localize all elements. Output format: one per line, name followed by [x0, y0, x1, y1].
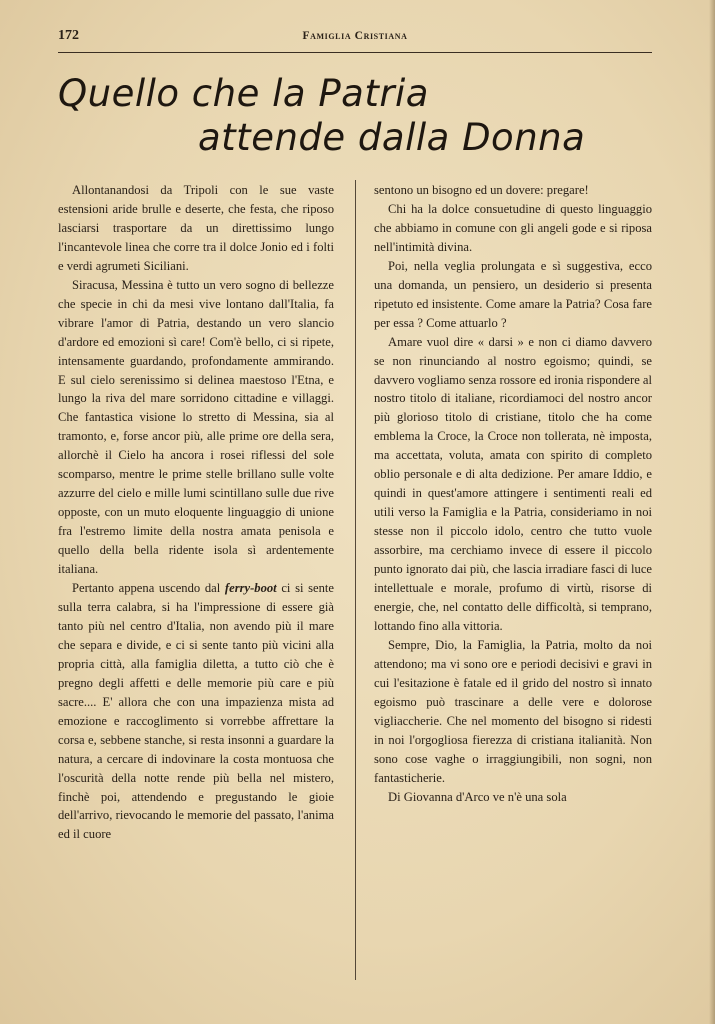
paragraph-continued: sentono un bisogno ed un dovere: pregare! — [374, 183, 589, 197]
paragraph-text: Pertanto appena uscendo dal — [72, 581, 225, 596]
article-title-line-1: Quello che la Patria — [58, 72, 429, 115]
paragraph: Chi ha la dolce consuetudine di questo linguaggio che abbiamo in comune con gli angeli gode e si riposa nell'intimità divina. — [374, 201, 652, 254]
italic-term: ferry-boot — [224, 581, 277, 596]
right-column — [374, 181, 652, 806]
page-header — [58, 26, 652, 52]
paragraph: Amare vuol dire « darsi » e non ci diamo davvero se non rinunciando al nostro egoismo; quindi, se davvero vogliamo senza rossore ed ironia rispondere al nostro titolo di italiane, ricordiamoci del nostro ancor più glorioso titolo di cristiane, titolo che ha come emblema la Croce, la Croce non tollerata, nè imposta, ma accettata, voluta, amata con spirito di completo oblio personale e di alta dedizione. Per amare Iddio, e quindi in quest'amore attingere i sentimenti reali ed utili verso la Famiglia e la Patria, consideriamo in noi stesse non il piccolo idolo, centro che tutto vuole assorbire, ma cerchiamo invece di essere il piccolo punto ignorato dai più, che lascia irradiare fasci di luce intellettuale e morale, profumo di virtù, risorse di energie, che, nel contatto delle difficoltà, si temprano, lottando fino alla vittoria. — [374, 334, 653, 633]
paragraph — [58, 579, 334, 844]
paragraph: Allontanandosi da Tripoli con le sue vaste estensioni aride brulle e deserte, che festa, che riposo lasciarsi trasportare da un direttissimo lungo l'incantevole linea che corre tra il dolce Jonio ed i folti e verdi agrumeti Siciliani. — [58, 183, 334, 273]
paragraph: Poi, nella veglia prolungata e sì suggestiva, ecco una domanda, un pensiero, un desiderio si presenta ripetuto ed insistente. Come amare la Patria? Cosa fare per essa ? Come attuarlo ? — [374, 258, 652, 330]
header-rule — [58, 52, 652, 53]
paragraph-text: ci si sente sulla terra calabra, si ha l'impressione di essere già tanto più nel centro d'Italia, non avendo più il mare che separa e divide, e ci si sente tanto più vicini alla propria città, alla famiglia diletta, a tutto ciò che è pregno degli affetti e delle memorie più care e più sacre.... E' allora che con una impazienza mista ad emozione e raccoglimento si vorrebbe affrettare la corsa e, sebbene stanche, si resta insonni a guardare la natura, a cercare di indovinare la costa montuosa che l'oscurità della notte rende più bella nel mistero, finchè poi, attendendo e pregustando le gioie dell'arrivo, rievocando le memorie del passato, l'anima ed il cuore — [58, 581, 334, 842]
page-edge-shadow — [709, 0, 715, 1024]
page-number: 172 — [58, 28, 79, 43]
left-column — [58, 181, 334, 844]
paragraph: Di Giovanna d'Arco ve n'è una sola — [388, 789, 567, 804]
paragraph: Sempre, Dio, la Famiglia, la Patria, molto da noi attendono; ma vi sono ore e periodi decisivi e gravi in cui l'esitazione è fatale ed il grido del nostro sì innato egoismo può trascinare a delle vere e dolorose vigliaccherie. Che nel momento del bisogno si ridesti in noi l'orgogliosa fierezza di cristiana italianità. Non sono cose vaghe o irraggiungibili, non sogni, non fantasticherie. — [374, 637, 652, 785]
running-title: Famiglia Cristiana — [302, 30, 408, 42]
paragraph: Siracusa, Messina è tutto un vero sogno di bellezze che specie in chi da mesi vive lontano dall'Italia, fa vibrare l'amor di Patria, destando un vero slancio d'ardore ed emozioni sì care! Com'è bello, ci si ripete, intensamente guardando, profondamente ammirando. E sul cielo serenissimo si delinea maestoso l'Etna, e lungo la riva del mare sorridono cittadine e villaggi. Che fantastica visione lo stretto di Messina, sia al tramonto, e, forse ancor più, alle prime ore della sera, allorchè il Cielo ha ancora i rosei riflessi del sole scomparso, mentre le prime stelle brillano sulle volte azzurre del cielo e mille lumi scintillano sulle due rive opposte, con un muto eloquente linguaggio di unione fra l'estremo limite della nostra amata penisola e quello della bella ridente isola sì ardentemente italiana. — [58, 277, 334, 577]
column-rule — [355, 180, 356, 980]
article-title-line-2: attende dalla Donna — [198, 116, 586, 159]
